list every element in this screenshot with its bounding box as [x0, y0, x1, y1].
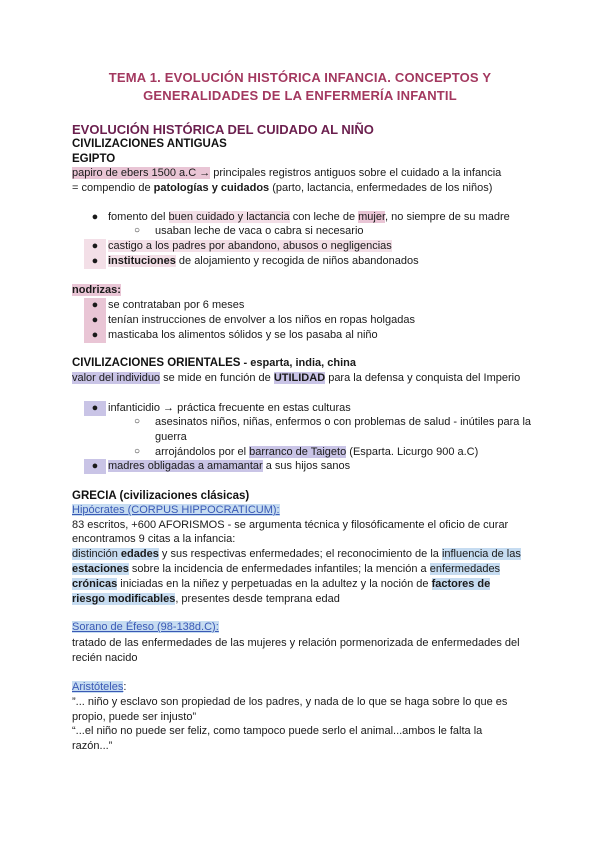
sublist-item: arrojándolos por el barranco de Taigeto (Esparta. Licurgo 900 a.C)	[155, 446, 479, 458]
bullet-icon: ●	[91, 211, 99, 223]
paragraph-line: estaciones sobre la incidencia de enfermedades infantiles; la mención a enfermedades	[72, 563, 501, 575]
bullet-icon: ●	[91, 299, 99, 311]
list-item: instituciones de alojamiento y recogida de niños abandonados	[108, 255, 419, 267]
paragraph-line: recién nacido	[72, 652, 138, 664]
paragraph-line: = compendio de patologías y cuidados (parto, lactancia, enfermedades de los niños)	[72, 182, 493, 194]
grecia-heading: GRECIA (civilizaciones clásicas)	[72, 490, 250, 502]
list-item: se contrataban por 6 meses	[108, 299, 245, 311]
list-item: masticaba los alimentos sólidos y se los pasaba al niño	[108, 329, 378, 341]
quote-line: razón...”	[72, 740, 113, 752]
list-item: infanticidio → práctica frecuente en estas culturas	[108, 402, 351, 414]
hipocrates-link[interactable]: Hipócrates (CORPUS HIPPOCRATICUM):	[72, 504, 280, 516]
paragraph-line: 83 escritos, +600 AFORISMOS - se argumenta técnica y filosóficamente el oficio de curar	[72, 519, 509, 531]
sublist-item: usaban leche de vaca o cabra si necesario	[155, 225, 364, 237]
quote-line: ”... niño y esclavo son propiedad de los padres, y nada de lo que se haga sobre lo que es	[72, 696, 508, 708]
list-item: castigo a los padres por abandono, abusos o negligencias	[108, 240, 392, 252]
paragraph-line: crónicas iniciadas en la niñez y perpetuadas en la adultez y la noción de factores de	[72, 578, 491, 590]
circle-bullet-icon: ○	[133, 225, 141, 236]
bullet-icon: ●	[91, 402, 99, 414]
circle-bullet-icon: ○	[133, 446, 141, 457]
quote-line: propio, puede ser injusto”	[72, 711, 197, 723]
highlight: papiro de ebers 1500 a.C →	[72, 167, 211, 179]
list-item: madres obligadas a amamantar a sus hijos sanos	[108, 460, 351, 472]
document-title-line-2: GENERALIDADES DE LA ENFERMERÍA INFANTIL	[143, 88, 457, 103]
list-item: fomento del buen cuidado y lactancia con leche de mujer, no siempre de su madre	[108, 211, 510, 223]
paragraph-line: papiro de ebers 1500 a.C → principales registros antiguos sobre el cuidado a la infancia	[72, 167, 502, 179]
sublist-item-cont: guerra	[155, 431, 187, 443]
paragraph-line: valor del individuo se mide en función de UTILIDAD para la defensa y conquista del Imperio	[72, 372, 521, 384]
section-heading: EVOLUCIÓN HISTÓRICA DEL CUIDADO AL NIÑO	[72, 122, 374, 137]
paragraph-line: riesgo modificables, presentes desde temprana edad	[72, 593, 340, 605]
paragraph-line: tratado de las enfermedades de las mujeres y relación pormenorizada de enfermedades del	[72, 637, 520, 649]
list-item: tenían instrucciones de envolver a los niños en ropas holgadas	[108, 314, 415, 326]
nodrizas-heading: nodrizas:	[72, 284, 121, 296]
bullet-icon: ●	[91, 314, 99, 326]
bullet-icon: ●	[91, 240, 99, 252]
circle-bullet-icon: ○	[133, 416, 141, 427]
quote-line: “...el niño no puede ser feliz, como tampoco puede serlo el animal...ambos le falta la	[72, 725, 483, 737]
sorano-link[interactable]: Sorano de Éfeso (98-138d.C):	[72, 621, 219, 633]
sublist-item: asesinatos niños, niñas, enfermos o con problemas de salud - inútiles para la	[155, 416, 532, 428]
bullet-icon: ●	[91, 255, 99, 267]
aristoteles-link[interactable]: Aristóteles:	[72, 681, 127, 693]
egipto-heading: EGIPTO	[72, 153, 116, 165]
orientales-heading: CIVILIZACIONES ORIENTALES - esparta, india, china	[72, 357, 357, 369]
paragraph-line: encontramos 9 citas a la infancia:	[72, 533, 236, 545]
bullet-icon: ●	[91, 460, 99, 472]
paragraph-line: distinción edades y sus respectivas enfermedades; el reconocimiento de la influencia de las	[72, 548, 521, 560]
document-title-line-1: TEMA 1. EVOLUCIÓN HISTÓRICA INFANCIA. CONCEPTOS Y	[108, 70, 492, 85]
subsection-heading: CIVILIZACIONES ANTIGUAS	[72, 138, 227, 150]
bullet-icon: ●	[91, 329, 99, 341]
